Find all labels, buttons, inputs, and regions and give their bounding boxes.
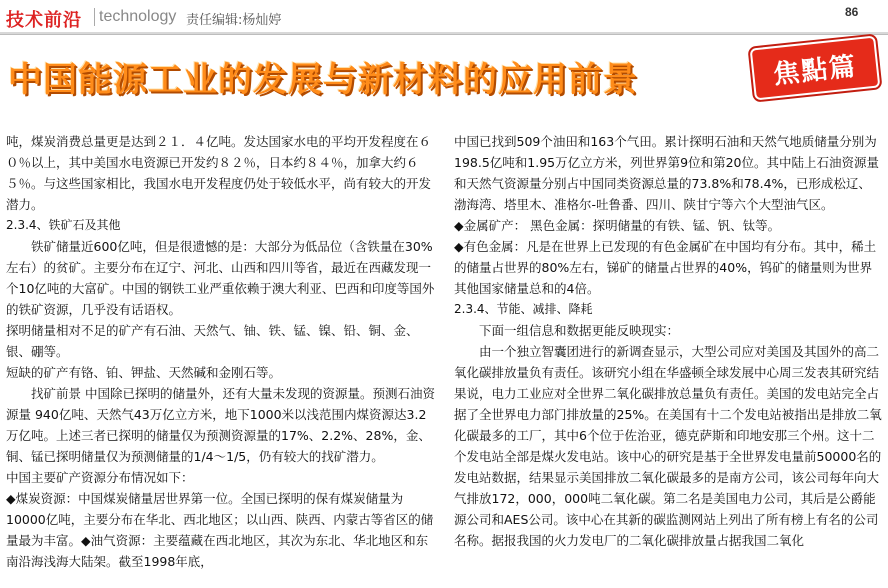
paragraph: ◆有色金属：凡是在世界上已发现的有色金属矿在中国均有分布。其中，稀土的储量占世界的80%左右，锑矿的储量占世界的40%，钨矿的储量则为世界其他国家储量总和的4倍。: [454, 239, 877, 296]
page-header: [0, 0, 888, 36]
paragraph: 短缺的矿产有铬、铂、钾盐、天然碱和金刚石等。: [6, 365, 282, 380]
paragraph: 中国主要矿产资源分布情况如下：: [6, 470, 194, 485]
paragraph: 吨，煤炭消费总量更是达到２１．４亿吨。发达国家水电的平均开发程度在６０％以上，其中美国水电资源已开发约８２％，日本约８４％，加拿大约６５％。与这些国家相比，我国水电开发程度仍处于较低水平，尚有较大的开发潜力。: [6, 134, 432, 212]
header-divider: [0, 32, 888, 35]
page-number: 86: [845, 5, 859, 19]
subheading: 2.3.4、节能、减排、降耗: [454, 302, 593, 316]
section-subtitle: technology: [94, 8, 176, 26]
right-column: [454, 131, 882, 588]
feature-badge: [750, 36, 881, 101]
paragraph: 铁矿储量近600亿吨，但是很遗憾的是：大部分为低品位（含铁量在30%左右）的贫矿。主要分布在辽宁、河北、山西和四川等省，最近在西藏发现一个10亿吨的大富矿。中国的钢铁工业严重依赖于澳大利亚、巴西和印度等国外的铁矿资源，几乎没有话语权。: [6, 239, 435, 317]
editor-credit: 责任编辑:杨灿婷: [186, 13, 282, 28]
subheading: 2.3.4、铁矿石及其他: [6, 218, 121, 232]
paragraph: 探明储量相对不足的矿产有石油、天然气、铀、铁、锰、镍、铅、铜、金、银、硼等。: [6, 323, 419, 359]
left-column: [6, 131, 438, 588]
paragraph: 找矿前景 中国除已探明的储量外，还有大量未发现的资源量。预测石油资源量 940亿吨、天然气43万亿立方米，地下1000米以浅范围内煤资源达3.2万亿吨。上述三者已探明的储量仅为预测资源量的17%、2.2%、28%，金、铜、锰已探明储量仅为预测储量的1/4～1/5，仍有较大的找矿潜力。: [6, 386, 435, 464]
paragraph: ◆煤炭资源：中国煤炭储量居世界第一位。全国已探明的保有煤炭储量为10000亿吨，主要分布在华北、西北地区；以山西、陕西、内蒙古等省区的储量最为丰富。◆油气资源：主要蕴藏在西北地区，其次为东北、华北地区和东南沿海浅海大陆架。截至1998年底，: [6, 491, 434, 569]
feature-badge-label: 焦點篇: [771, 51, 859, 90]
article-headline: 中国能源工业的发展与新材料的应用前景: [8, 60, 638, 100]
paragraph: 中国已找到509个油田和163个气田。累计探明石油和天然气地质储量分别为198.5亿吨和1.95万亿立方米，列世界第9位和第20位。其中陆上石油资源量和天然气资源量分别占中国同类资源总量的73.8%和78.4%，已形成松辽、渤海湾、塔里木、准格尔-吐鲁番、四川、陕甘宁等六个大型油气区。: [454, 134, 879, 212]
paragraph: ◆金属矿产： 黑色金属：探明储量的有铁、锰、钒、钛等。: [454, 218, 781, 233]
paragraph: 由一个独立智囊团进行的新调查显示，大型公司应对美国及其国外的高二氧化碳排放量负有责任。该研究小组在华盛顿全球发展中心周三发表其研究结果说，电力工业应对全世界二氧化碳排放总量负有责任。美国的发电站完全占据了全世界电力部门排放量的25%。在美国有十二个发电站被指出是排放二氧化碳最多的工厂，其中6个位于佐治亚，德克萨斯和印地安那三个州。这十二个发电站全部是煤火发电站。该中心的研究是基于全世界发电量前50000名的发电站数据，结果显示美国排放二氧化碳最多的是南方公司，该公司每年向大气排放172，000，000吨二氧化碳。第二名是美国电力公司，其后是公爵能源公司和AES公司。该中心在其新的碳监测网站上列出了所有榜上有名的公司名称。据报我国的火力发电厂的二氧化碳排放量占据我国二氧化: [454, 344, 882, 548]
paragraph: 下面一组信息和数据更能反映现实：: [479, 323, 680, 338]
section-brand: 技术前沿: [6, 10, 82, 31]
